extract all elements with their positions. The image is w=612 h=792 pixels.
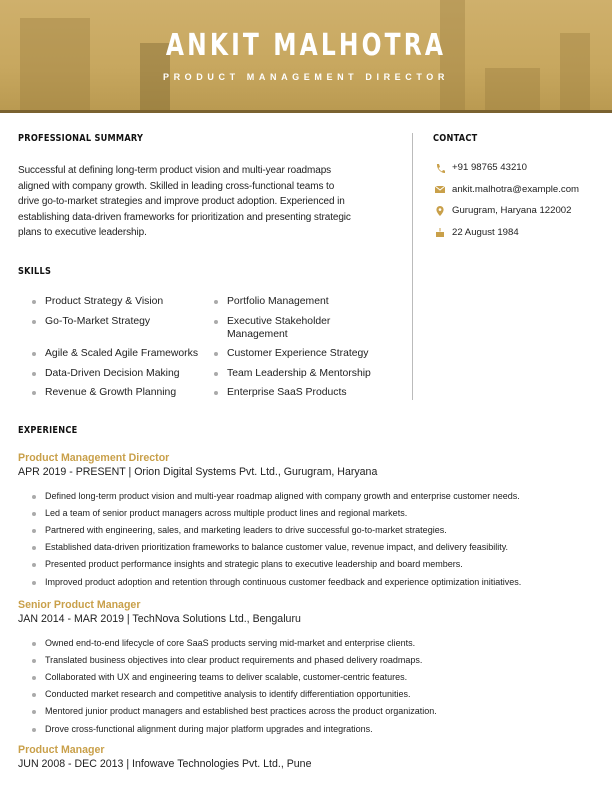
skill-item: Team Leadership & Mentorship bbox=[227, 368, 371, 379]
summary-heading: PROFESSIONAL SUMMARY bbox=[18, 133, 144, 144]
bullet-icon bbox=[32, 693, 36, 697]
skill-item: Executive Stakeholder Management bbox=[227, 316, 331, 340]
skill-item: Agile & Scaled Agile Frameworks bbox=[45, 348, 199, 359]
skill-item: Portfolio Management bbox=[227, 296, 329, 307]
bullet-icon bbox=[214, 320, 218, 324]
summary-text bbox=[18, 163, 351, 241]
job-bullet: Presented product performance insights and strategic plans to executive leadership and board members. bbox=[45, 559, 463, 570]
bullet-icon bbox=[32, 563, 36, 567]
job-bullet: Led a team of senior product managers across multiple product lines and regional markets. bbox=[45, 508, 408, 519]
job-bullet: Drove cross-functional alignment during major platform upgrades and integrations. bbox=[45, 723, 373, 734]
summary-line: drive go-to-market strategies and improve product adoption. Experienced in bbox=[18, 196, 345, 208]
contact-text: ankit.malhotra@example.com bbox=[452, 183, 580, 195]
skill-item: Data-Driven Decision Making bbox=[45, 368, 180, 379]
skill-item: Enterprise SaaS Products bbox=[227, 387, 347, 398]
job-title: Product Manager bbox=[18, 744, 105, 756]
job-bullet: Collaborated with UX and engineering teams to deliver scalable, customer-centric features. bbox=[45, 672, 408, 683]
phone-icon bbox=[435, 163, 445, 173]
job-bullet: Partnered with engineering, sales, and marketing leaders to drive successful go-to-market strategies. bbox=[45, 525, 447, 536]
summary-line: aligned with company growth. Skilled in leading cross-functional teams to bbox=[18, 180, 335, 192]
job-meta: JAN 2014 - MAR 2019 | TechNova Solutions Ltd., Bengaluru bbox=[18, 613, 301, 625]
job-meta: JUN 2008 - DEC 2013 | Infowave Technologies Pvt. Ltd., Pune bbox=[18, 758, 312, 770]
job-bullet: Mentored junior product managers and established best practices across the product organization. bbox=[45, 706, 437, 717]
job-title: Senior Product Manager bbox=[18, 599, 141, 611]
bullet-icon bbox=[214, 300, 218, 304]
job-bullet: Conducted market research and competitive analysis to identify differentiation opportunities. bbox=[45, 689, 411, 700]
contact-text: Gurugram, Haryana 122002 bbox=[452, 205, 572, 216]
location-icon bbox=[435, 206, 445, 216]
bullet-icon bbox=[214, 391, 218, 395]
contact-item bbox=[435, 205, 571, 216]
job-bullet: Defined long-term product vision and multi-year roadmap aligned with company growth and enterprise customer needs. bbox=[45, 491, 520, 501]
job-bullet: Improved product adoption and retention through continuous customer feedback and experience optimization initiatives. bbox=[45, 576, 522, 587]
header-banner bbox=[0, 0, 612, 113]
job-bullet: Owned end-to-end lifecycle of core SaaS products serving mid-market and enterprise clients. bbox=[45, 638, 416, 648]
bullet-icon bbox=[32, 372, 36, 376]
job-bullet: Established data-driven prioritization frameworks to balance customer value, revenue impact, and delivery feasibility. bbox=[45, 542, 509, 553]
bullet-icon bbox=[32, 710, 36, 714]
summary-line: Successful at defining long-term product vision and multi-year roadmaps bbox=[18, 165, 332, 176]
bullet-icon bbox=[32, 495, 36, 499]
bullet-icon bbox=[32, 352, 36, 356]
summary-line: plans to executive leadership. bbox=[18, 227, 147, 239]
bullet-icon bbox=[32, 728, 36, 732]
bullet-icon bbox=[32, 391, 36, 395]
bullet-icon bbox=[32, 581, 36, 585]
bullet-icon bbox=[32, 546, 36, 550]
job-bullet: Translated business objectives into clear product requirements and phased delivery roadmaps. bbox=[45, 655, 423, 666]
skills-heading: SKILLS bbox=[18, 266, 52, 277]
column-divider bbox=[412, 133, 413, 400]
summary-line: establishing data-driven frameworks for prioritization and presenting strategic bbox=[18, 211, 351, 223]
experience-heading: EXPERIENCE bbox=[18, 425, 78, 436]
skill-item: Customer Experience Strategy bbox=[227, 348, 369, 359]
skill-item: Product Strategy & Vision bbox=[45, 296, 164, 307]
skill-item: Go-To-Market Strategy bbox=[45, 316, 151, 327]
contact-heading: CONTACT bbox=[433, 133, 478, 144]
bullet-icon bbox=[32, 676, 36, 680]
job-meta: APR 2019 - PRESENT | Orion Digital Systems Pvt. Ltd., Gurugram, Haryana bbox=[18, 466, 378, 478]
bullet-icon bbox=[32, 320, 36, 324]
mail-icon bbox=[435, 184, 445, 194]
contact-item bbox=[435, 184, 579, 195]
bullet-icon bbox=[32, 642, 36, 646]
bullet-icon bbox=[32, 529, 36, 533]
bullet-icon bbox=[32, 659, 36, 663]
skill-item: Revenue & Growth Planning bbox=[45, 387, 177, 398]
bullet-icon bbox=[32, 300, 36, 304]
contact-text: 22 August 1984 bbox=[452, 226, 519, 238]
candidate-name: ANKIT MALHOTRA bbox=[165, 28, 447, 63]
candidate-title: PRODUCT MANAGEMENT DIRECTOR bbox=[162, 72, 450, 82]
contact-item bbox=[435, 162, 527, 173]
bullet-icon bbox=[214, 352, 218, 356]
contact-text: +91 98765 43210 bbox=[452, 162, 527, 173]
birthday-cake-icon bbox=[435, 227, 445, 237]
bullet-icon bbox=[214, 372, 218, 376]
contact-item bbox=[435, 227, 519, 238]
bullet-icon bbox=[32, 512, 36, 516]
job-title: Product Management Director bbox=[18, 452, 170, 464]
